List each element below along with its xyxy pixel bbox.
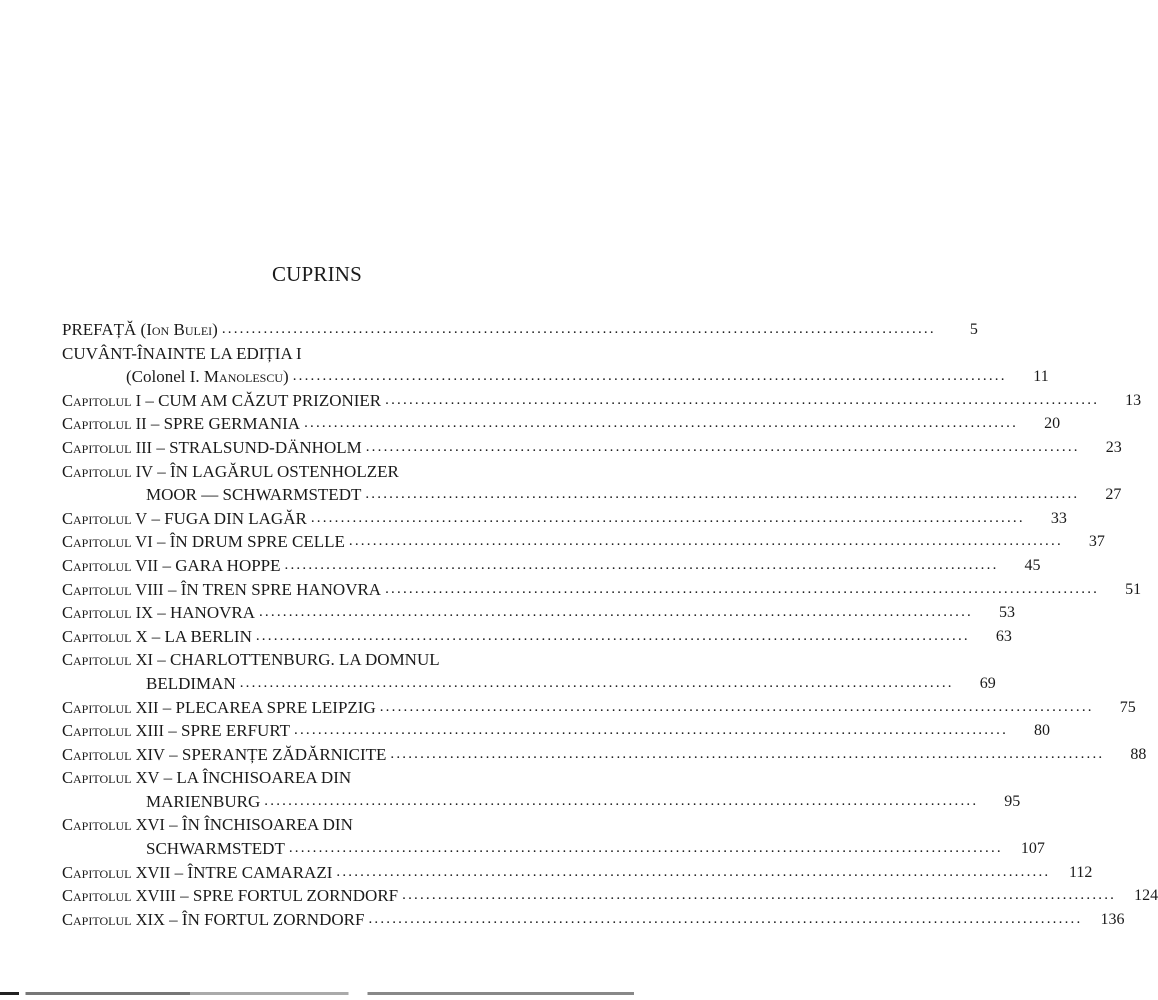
dot-leader: ........................................................................................................................: [304, 415, 1019, 432]
chapter-title: – ÎN FORTUL ZORNDORF: [164, 909, 365, 929]
toc-entry-chapter-10: [62, 625, 1012, 649]
chapter-title: – LA BERLIN: [147, 626, 252, 646]
toc-page-number: 80: [1034, 722, 1051, 740]
toc-page-number: 88: [1130, 745, 1147, 763]
toc-entry-chapter-14: [62, 743, 1147, 767]
toc-entry-prefix: (Colonel I.: [126, 367, 204, 387]
chapter-label: Capitolul XIX: [62, 909, 165, 929]
toc-entry-chapter-18: [62, 884, 1158, 908]
chapter-title: – SPRE GERMANIA: [146, 414, 301, 434]
dot-leader: ........................................................................................................................: [336, 863, 1051, 880]
page-title: CUPRINS: [271, 262, 363, 286]
dot-leader: ........................................................................................................................: [379, 698, 1094, 715]
chapter-label: Capitolul X: [62, 626, 148, 646]
dot-leader: ........................................................................................................................: [368, 910, 1083, 927]
chapter-title: – SPRE ERFURT: [163, 721, 291, 741]
toc-page-number: 51: [1125, 580, 1142, 598]
dot-leader: ........................................................................................................................: [221, 321, 936, 337]
dot-leader: ........................................................................................................................: [365, 486, 1080, 503]
chapter-title: – FUGA DIN LAGĂR: [147, 508, 307, 528]
chapter-label: Capitolul XVIII: [62, 886, 176, 906]
chapter-title: – GARA HOPPE: [158, 555, 281, 575]
toc-page-number: 33: [1050, 509, 1067, 527]
chapter-title-continued: SCHWARMSTEDT: [146, 837, 285, 861]
toc-entry-author: Manolescu: [203, 367, 284, 387]
toc-entry-chapter-5: [62, 507, 1067, 531]
toc-entry-chapter-7: [62, 554, 1041, 578]
chapter-title: – ÎN TREN SPRE HANOVRA: [163, 579, 382, 599]
chapter-title-continued: MOOR — SCHWARMSTEDT: [146, 483, 361, 507]
chapter-label: Capitolul IV: [62, 461, 153, 481]
toc-entry-author: Ion Bulei: [146, 320, 213, 339]
chapter-title: – PLECAREA SPRE LEIPZIG: [158, 697, 376, 717]
toc-entry-title: CUVÂNT-ÎNAINTE LA EDIȚIA I: [62, 343, 302, 363]
toc-entry-chapter-8: [62, 578, 1142, 602]
toc-entry-chapter-16-continued: [62, 837, 1045, 861]
chapter-title: – CHARLOTTENBURG. LA DOMNUL: [152, 650, 440, 670]
dot-leader: ........................................................................................................................: [294, 722, 1009, 739]
toc-page-number: 124: [1134, 887, 1158, 905]
dot-leader: ........................................................................................................................: [239, 674, 954, 691]
chapter-label: Capitolul XVI: [62, 815, 165, 835]
chapter-label: Capitolul III: [62, 437, 153, 457]
chapter-title: – STRALSUND-DÄNHOLM: [152, 437, 362, 457]
toc-entry-chapter-16: [62, 813, 562, 837]
chapter-title: – LA ÎNCHISOAREA DIN: [159, 768, 352, 788]
toc-entry-prefix: PREFAȚĂ (: [62, 320, 147, 339]
chapter-label: Capitolul I: [62, 390, 142, 410]
dot-leader: ........................................................................................................................: [385, 580, 1100, 597]
toc-entry-chapter-9: [62, 601, 1015, 625]
dot-leader: ........................................................................................................................: [310, 509, 1025, 526]
toc-entry-chapter-4: [62, 460, 562, 484]
toc-page-number: 27: [1105, 486, 1122, 504]
toc-page-number: 5: [969, 321, 978, 338]
toc-entry-chapter-4-continued: [62, 483, 1122, 507]
toc-entry-preface: [62, 318, 978, 342]
toc-entry-chapter-11: [62, 648, 562, 672]
toc-entry-chapter-12: [62, 696, 1136, 720]
chapter-label: Capitolul XIII: [62, 721, 164, 741]
chapter-title: – ÎN ÎNCHISOAREA DIN: [164, 815, 353, 835]
toc-entry-chapter-3: [62, 436, 1122, 460]
chapter-label: Capitolul XIV: [62, 744, 165, 764]
chapter-label: Capitolul XV: [62, 768, 160, 788]
chapter-title: – ÎNTRE CAMARAZI: [170, 862, 333, 882]
dot-leader: ........................................................................................................................: [264, 792, 979, 809]
dot-leader: ........................................................................................................................: [258, 604, 973, 621]
toc-page-number: 37: [1088, 533, 1105, 551]
chapter-title-continued: BELDIMAN: [146, 672, 236, 696]
toc-page-number: 11: [1033, 368, 1049, 386]
toc-page-number: 75: [1119, 698, 1136, 716]
dot-leader: ........................................................................................................................: [288, 840, 1003, 857]
toc-entry-chapter-11-continued: [62, 672, 996, 696]
dot-leader: ........................................................................................................................: [390, 745, 1105, 762]
toc-page-number: 45: [1024, 556, 1041, 574]
chapter-title-continued: MARIENBURG: [146, 790, 260, 814]
chapter-title: – HANOVRA: [152, 603, 255, 623]
toc-entry-chapter-6: [62, 530, 1105, 554]
dot-leader: ........................................................................................................................: [385, 391, 1100, 408]
dot-leader: ........................................................................................................................: [365, 438, 1080, 455]
chapter-title: – CUM AM CĂZUT PRIZONIER: [141, 390, 382, 410]
toc-entry-foreword-author: [62, 365, 1049, 389]
toc-entry-chapter-13: [62, 719, 1051, 743]
dot-leader: ........................................................................................................................: [255, 627, 970, 644]
dot-leader: ........................................................................................................................: [284, 556, 999, 573]
toc-entry-chapter-2: [62, 412, 1061, 436]
toc-page-number: 63: [995, 627, 1012, 645]
toc-entry-chapter-15-continued: [62, 790, 1021, 814]
scan-edge-line: [0, 992, 634, 995]
toc-entry-suffix: ): [283, 367, 289, 387]
chapter-label: Capitolul V: [62, 508, 148, 528]
toc-page-number: 13: [1125, 391, 1142, 409]
chapter-title: – ÎN DRUM SPRE CELLE: [152, 532, 345, 552]
chapter-title: – ÎN LAGĂRUL OSTENHOLZER: [152, 461, 399, 481]
dot-leader: ........................................................................................................................: [348, 533, 1063, 550]
toc-page-number: 53: [998, 604, 1015, 622]
table-of-contents: [62, 318, 1158, 931]
chapter-title: – SPERANȚE ZĂDĂRNICITE: [164, 744, 387, 764]
toc-page-number: 20: [1044, 415, 1061, 433]
toc-page-number: 95: [1004, 792, 1021, 810]
toc-page-number: 69: [979, 674, 996, 692]
chapter-label: Capitolul VI: [62, 532, 153, 552]
chapter-label: Capitolul VII: [62, 555, 159, 575]
toc-page-number: 107: [1020, 840, 1045, 858]
toc-entry-chapter-15: [62, 766, 562, 790]
toc-entry-suffix: ): [212, 320, 218, 339]
chapter-label: Capitolul VIII: [62, 579, 164, 599]
toc-entry-foreword: [62, 342, 562, 366]
chapter-title: – SPRE FORTUL ZORNDORF: [175, 886, 399, 906]
toc-page-number: 23: [1105, 438, 1122, 456]
toc-page-number: 112: [1068, 863, 1093, 881]
chapter-label: Capitolul XI: [62, 650, 153, 670]
toc-page-number: 136: [1100, 910, 1125, 928]
chapter-label: Capitolul XII: [62, 697, 159, 717]
chapter-label: Capitolul IX: [62, 603, 153, 623]
dot-leader: ........................................................................................................................: [292, 368, 1007, 385]
toc-entry-chapter-1: [62, 389, 1142, 413]
toc-entry-chapter-19: [62, 908, 1125, 932]
chapter-label: Capitolul II: [62, 414, 147, 434]
toc-entry-chapter-17: [62, 861, 1093, 885]
dot-leader: ........................................................................................................................: [402, 887, 1117, 904]
chapter-label: Capitolul XVII: [62, 862, 171, 882]
